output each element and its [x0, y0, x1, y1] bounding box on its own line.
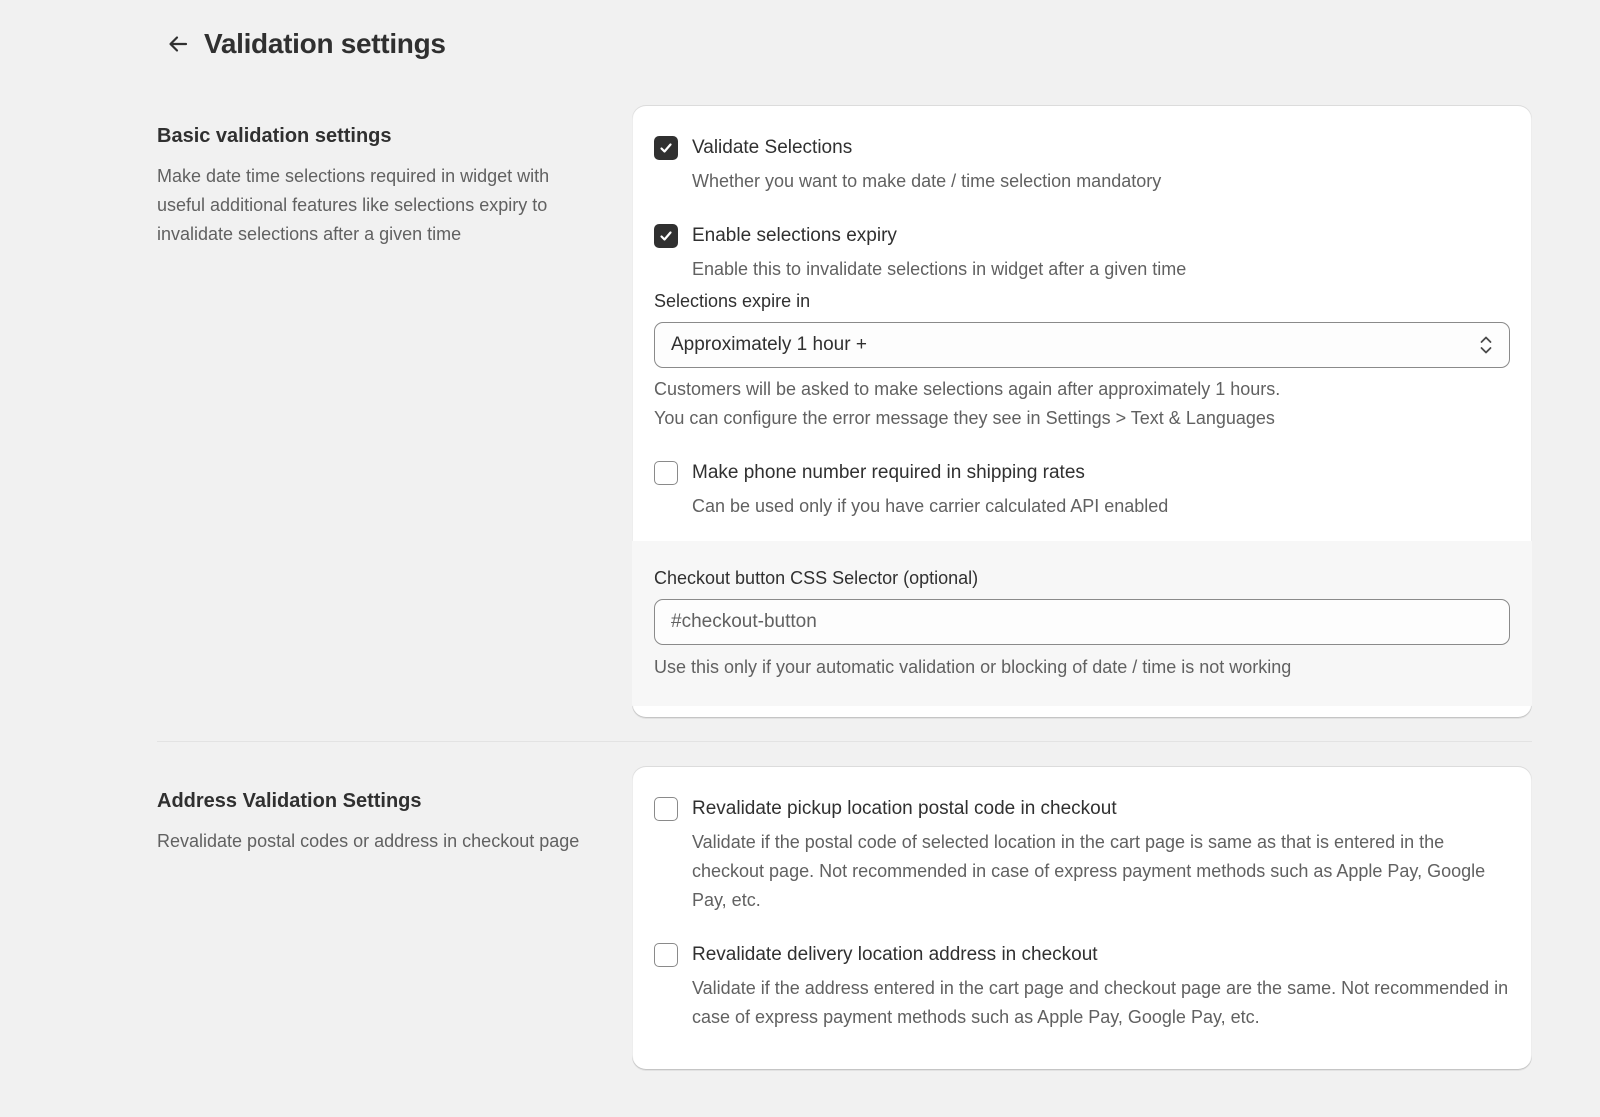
css-selector-label: Checkout button CSS Selector (optional)	[654, 568, 979, 588]
basic-card-body	[632, 105, 1532, 521]
expire-in-help-1: Customers will be asked to make selections again after approximately 1 hours.	[654, 379, 1281, 399]
pickup-revalidate-checkbox[interactable]	[654, 797, 678, 821]
section-divider	[157, 741, 1532, 742]
basic-validation-card	[632, 105, 1532, 718]
back-button[interactable]	[160, 26, 196, 62]
checkmark-icon	[658, 228, 674, 244]
basic-section-description: Make date time selections required in widget with useful additional features like selections expiry to invalidate selections after a given time	[157, 166, 550, 244]
arrow-left-icon	[167, 33, 189, 55]
phone-required-text	[692, 460, 1168, 521]
pickup-revalidate-help: Validate if the postal code of selected location in the cart page is same as that is entered in the checkout page. Not recommended in case of express payment methods such as Apple Pay, Google Pay, etc.	[692, 832, 1486, 910]
validate-selections-text	[692, 135, 1161, 196]
delivery-revalidate-label[interactable]: Revalidate delivery location address in checkout	[692, 944, 1098, 965]
enable-expiry-checkbox[interactable]	[654, 224, 678, 248]
enable-expiry-text	[692, 223, 1186, 284]
validate-selections-help: Whether you want to make date / time selection mandatory	[692, 171, 1162, 191]
validate-selections-checkbox[interactable]	[654, 136, 678, 160]
chevron-up-down-icon	[1479, 334, 1493, 356]
expire-in-value: Approximately 1 hour +	[671, 334, 867, 355]
delivery-revalidate-row	[654, 942, 1510, 1032]
expire-in-field	[654, 288, 1510, 433]
expire-in-label: Selections expire in	[654, 291, 811, 311]
address-section-title: Address Validation Settings	[157, 790, 422, 812]
delivery-revalidate-help: Validate if the address entered in the cart page and checkout page are the same. Not recommended in case of express payment methods such as Apple Pay, Google Pay, etc.	[692, 978, 1509, 1027]
css-selector-help: Use this only if your automatic validation or blocking of date / time is not working	[654, 657, 1292, 677]
phone-required-checkbox[interactable]	[654, 461, 678, 485]
phone-required-row	[654, 460, 1510, 521]
pickup-revalidate-label[interactable]: Revalidate pickup location postal code in checkout	[692, 798, 1117, 819]
page-title: Validation settings	[204, 28, 446, 59]
delivery-revalidate-text	[692, 942, 1510, 1032]
css-selector-input[interactable]	[654, 599, 1510, 645]
phone-required-label[interactable]: Make phone number required in shipping rates	[692, 462, 1085, 483]
address-card-body	[632, 766, 1532, 1032]
basic-section-info	[157, 125, 587, 249]
page-header	[160, 26, 446, 62]
checkmark-icon	[658, 140, 674, 156]
delivery-revalidate-checkbox[interactable]	[654, 943, 678, 967]
pickup-revalidate-text	[692, 796, 1510, 915]
enable-expiry-help: Enable this to invalidate selections in widget after a given time	[692, 259, 1187, 279]
validate-selections-label[interactable]: Validate Selections	[692, 137, 853, 158]
address-section-info	[157, 790, 587, 856]
basic-section-title: Basic validation settings	[157, 125, 392, 147]
address-section-description: Revalidate postal codes or address in checkout page	[157, 831, 580, 851]
expire-in-help-2: You can configure the error message they see in Settings > Text & Languages	[654, 408, 1275, 428]
validate-selections-row	[654, 135, 1510, 196]
enable-expiry-label[interactable]: Enable selections expiry	[692, 225, 897, 246]
expire-in-select[interactable]	[654, 322, 1510, 368]
address-validation-card	[632, 766, 1532, 1070]
enable-expiry-row	[654, 223, 1510, 284]
css-selector-section	[632, 541, 1532, 706]
phone-required-help: Can be used only if you have carrier calculated API enabled	[692, 496, 1169, 516]
pickup-revalidate-row	[654, 796, 1510, 915]
